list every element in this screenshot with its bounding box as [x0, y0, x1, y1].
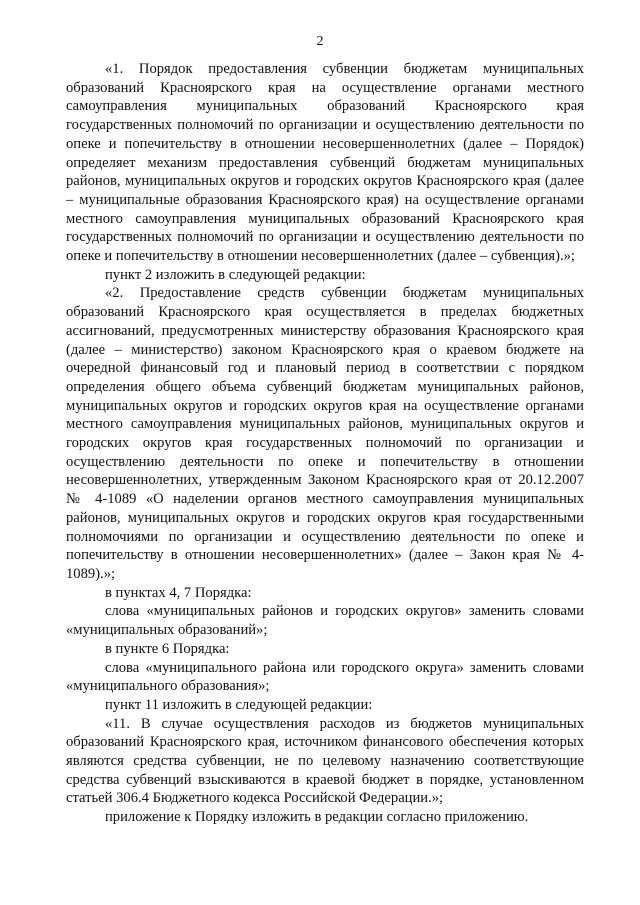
paragraph-procedure-clause-1: «1. Порядок предоставления субвенции бюджетам муниципальных образований Красноярского края на осуществление органами местного самоуправления муниципальных образований Красноярского края государственных полномочий по организации и осуществлению деятельности по опеке и попечительству в отношении несовершеннолетних (далее – Порядок) определяет механизм предоставления субвенций бюджетам муниципальных районов, муниципальных округов и городских округов Красноярского края (далее – муниципальные образования Красноярского края) на осуществление органами местного самоуправления муниципальных образований Красноярского края государственных полномочий по организации и осуществлению деятельности по опеке и попечительству в отношении несовершеннолетних (далее – субвенция).»; [66, 61, 584, 265]
paragraph-appendix: приложение к Порядку изложить в редакции согласно приложению. [105, 809, 529, 826]
paragraph-amend-clause-2: пункт 2 изложить в следующей редакции: [105, 266, 366, 283]
paragraph-clause-6: в пункте 6 Порядка: [105, 640, 230, 657]
document-body [66, 60, 584, 827]
paragraph-clauses-4-7: в пунктах 4, 7 Порядка: [105, 584, 252, 601]
paragraph-amend-clause-11: пункт 11 изложить в следующей редакции: [105, 696, 373, 713]
page-number: 2 [316, 34, 324, 49]
paragraph-procedure-clause-11: «11. В случае осуществления расходов из бюджетов муниципальных образований Красноярского края, источником финансового обеспечения которых являются средства субвенции, не по целевому назначению соответствующие средства субвенций взыскиваются в краевой бюджет в порядке, установленном статьей 306.4 Бюджетного кодекса Российской Федерации.»; [66, 715, 584, 807]
paragraph-replace-words-districts: слова «муниципальных районов и городских округов» заменить словами «муниципальных образований»; [66, 603, 584, 639]
paragraph-procedure-clause-2: «2. Предоставление средств субвенции бюджетам муниципальных образований Красноярского края осуществляется в пределах бюджетных ассигнований, предусмотренных министерству образования Красноярского края (далее – министерство) законом Красноярского края о краевом бюджете на очередной финансовый год и плановый период в соответствии с порядком определения общего объема субвенций бюджетам муниципальных районов, муниципальных округов и городских округов края на осуществление органами местного самоуправления муниципальных районов, муниципальных округов и городских округов края государственных полномочий по организации и осуществлению деятельности по опеке и попечительству в отношении несовершеннолетних, утвержденным Законом Красноярского края от 20.12.2007 № 4-1089 «О наделении органов местного самоуправления муниципальных районов, муниципальных округов и городских округов края государственными полномочиями по организации и осуществлению деятельности по опеке и попечительству в отношении несовершеннолетних» (далее – Закон края № 4-1089).»; [66, 285, 584, 582]
paragraph-replace-words-district: слова «муниципального района или городского округа» заменить словами «муниципального образования»; [66, 659, 584, 695]
